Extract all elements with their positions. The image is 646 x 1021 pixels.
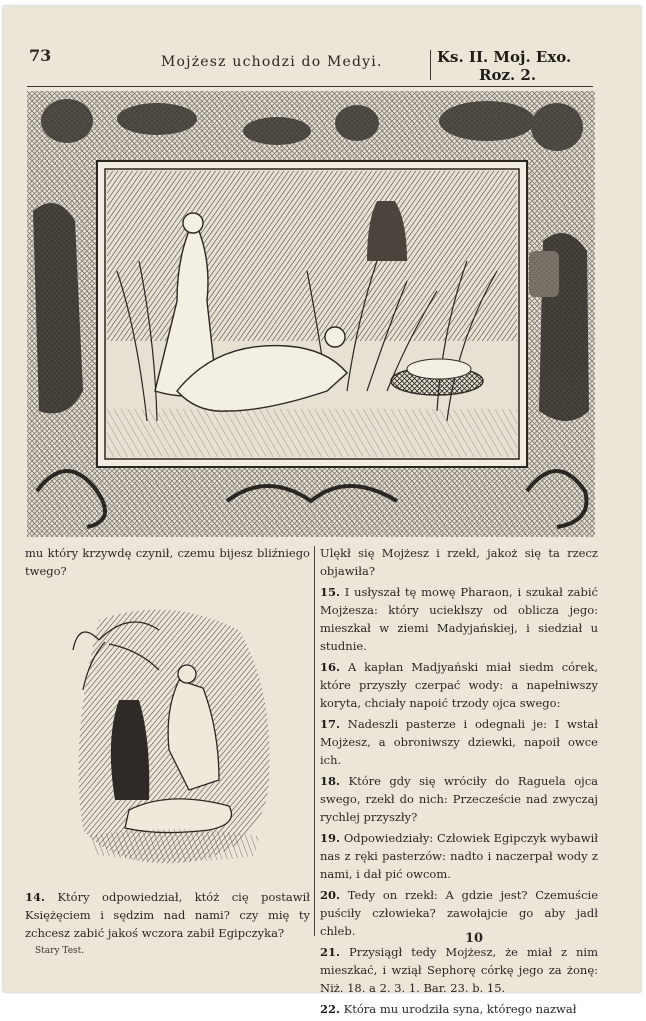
moses-slays-egyptian-engraving xyxy=(69,600,275,876)
verse-15 xyxy=(320,583,598,655)
verse-text: Która mu urodziła syna, którego nazwał xyxy=(343,1002,577,1016)
verse-number: 18. xyxy=(320,774,341,788)
verse-number: 15. xyxy=(320,585,341,599)
running-head xyxy=(3,6,641,86)
book-page xyxy=(3,6,641,1016)
right-column xyxy=(320,544,598,1021)
verse-21 xyxy=(320,943,598,997)
verse-number: 20. xyxy=(320,888,341,902)
verse-14 xyxy=(25,888,310,942)
page-number: 73 xyxy=(29,46,52,65)
verse-17 xyxy=(320,715,598,769)
verse-text: I usłyszał tę mowę Pharaon, i szukał zabić Mojżesza: który uciekłszy od oblicza jego: mieszkał w ziemi Madyjańskiej, i siedział u studnie. xyxy=(320,585,598,653)
signature-mark: Stary Test. xyxy=(35,946,85,956)
verse-18 xyxy=(320,772,598,826)
header-rule xyxy=(27,86,593,87)
book-reference: Ks. II. Moj. Exo. xyxy=(437,48,572,66)
main-engraving xyxy=(27,91,595,537)
verse-text: A kapłan Madjyański miał siedm córek, które przyszły czerpać wody: a napełniwszy koryta, chciały napoić trzody ojca swego: xyxy=(320,660,598,710)
verse-text: Tedy on rzekł: A gdzie jest? Czemuście puściły człowieka? zawołajcie go aby jadł chleb. xyxy=(320,888,599,938)
verse-text: Przysiągł tedy Mojżesz, że miał z nim mieszkać, i wziął Sephorę córkę jego za żonę: Niż. 18. a 2. 3. 1. Bar. 23. b. 15. xyxy=(320,945,598,995)
header-divider xyxy=(430,50,431,80)
verse-number: 19. xyxy=(320,831,341,845)
verse-number: 14. xyxy=(25,890,46,904)
verse-22 xyxy=(320,1000,598,1018)
column-divider xyxy=(314,546,315,936)
verse-text: Nadeszli pasterze i odegnali je: I wstał Mojżesz, a obroniwszy dziewki, napoił owce ich. xyxy=(320,717,599,767)
verse-number: 22. xyxy=(320,1002,341,1016)
verse-number: 16. xyxy=(320,660,341,674)
verse-number: 21. xyxy=(320,945,341,959)
verse-20 xyxy=(320,886,598,940)
finding-of-moses-engraving xyxy=(27,91,595,537)
verse-text: Który odpowiedział, któż cię postawił Księżęciem i sędzim nad nami? czy mię ty zchcesz zabić jakoś wczora zabił Egipczyka? xyxy=(25,890,311,940)
verse-number: 17. xyxy=(320,717,341,731)
left-column-intro: mu który krzywdę czynił, czemu bijesz bliźniego twego? xyxy=(25,546,310,578)
verse-text: Które gdy się wróciły do Raguela ojca swego, rzekł do nich: Przeczeście nad zwyczaj rychlej przyszły? xyxy=(320,774,598,824)
folio-mark: 10 xyxy=(465,931,484,946)
right-column-intro: Ulękł się Mojżesz i rzekł, jakoż się ta rzecz objawiła? xyxy=(320,546,598,578)
chapter-heading: Mojżesz uchodzi do Medyi. xyxy=(161,54,383,70)
verse-text: Odpowiedziały: Człowiek Egipczyk wybawił nas z ręki pasterzów: nadto i naczerpał wody z nami, i dał pić owcom. xyxy=(320,831,598,881)
chapter-reference: Roz. 2. xyxy=(479,66,537,84)
small-engraving xyxy=(69,600,275,876)
left-column xyxy=(25,544,310,580)
verse-16 xyxy=(320,658,598,712)
verse-19 xyxy=(320,829,598,883)
